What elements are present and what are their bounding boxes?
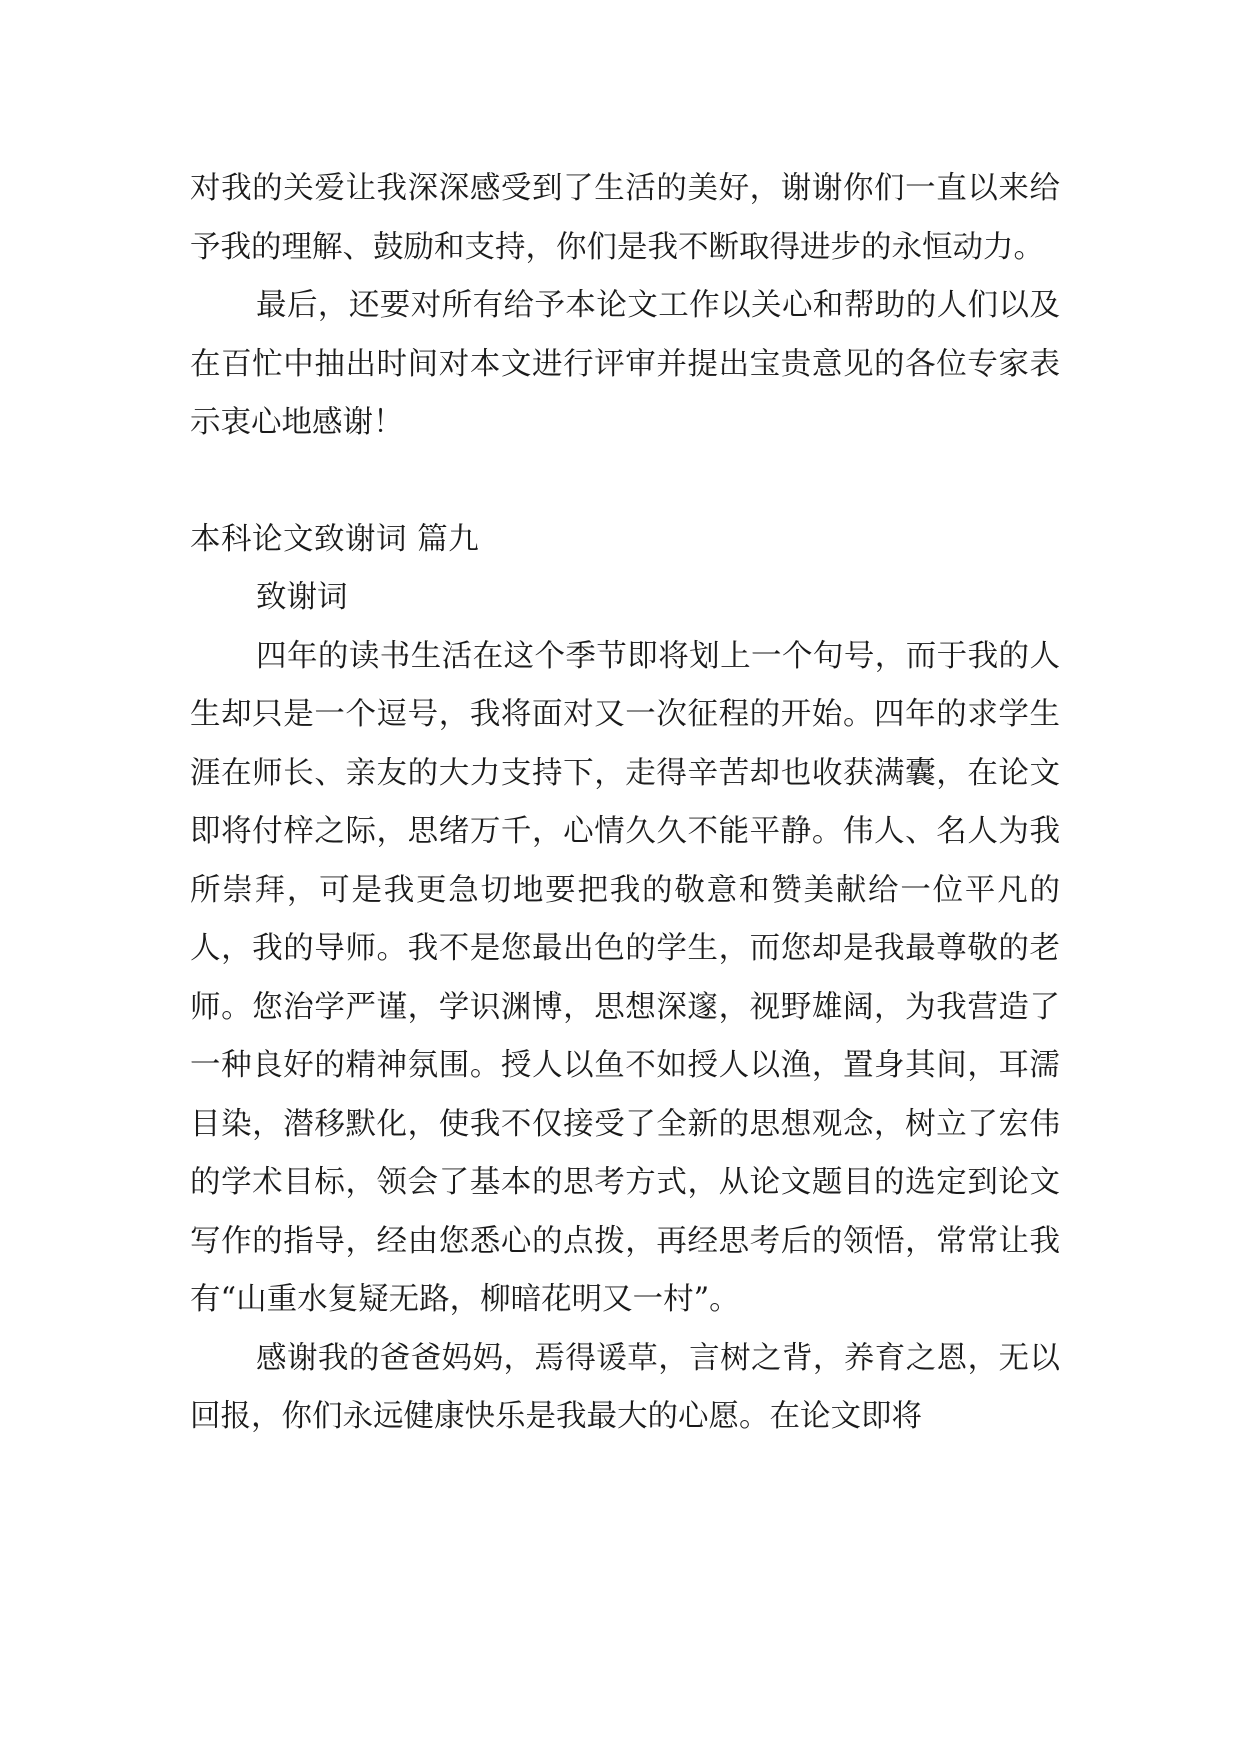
paragraph-advisor-thanks: 四年的读书生活在这个季节即将划上一个句号，而于我的人生却只是一个逗号，我将面对又一次征程的开始。四年的求学生涯在师长、亲友的大力支持下，走得辛苦却也收获满囊，在论文即将付梓之际，思绪万千，心情久久不能平静。伟人、名人为我所崇拜，可是我更急切地要把我的敬意和赞美献给一位平凡的人，我的导师。我不是您最出色的学生，而您却是我最尊敬的老师。您治学严谨，学识渊博，思想深邃，视野雄阔，为我营造了一种良好的精神氛围。授人以鱼不如授人以渔，置身其间，耳濡目染，潜移默化，使我不仅接受了全新的思想观念，树立了宏伟的学术目标，领会了基本的思考方式，从论文题目的选定到论文写作的指导，经由您悉心的点拨，再经思考后的领悟，常常让我有“山重水复疑无路，柳暗花明又一村”。 [190,638,1060,1317]
paragraph-final-thanks: 最后，还要对所有给予本论文工作以关心和帮助的人们以及在百忙中抽出时间对本文进行评审并提出宝贵意见的各位专家表示衷心地感谢！ [190,288,1060,440]
section-subtitle: 致谢词 [256,580,348,615]
paragraph-parents-thanks: 感谢我的爸爸妈妈，焉得谖草，言树之背，养育之恩，无以回报，你们永远健康快乐是我最大的心愿。在论文即将 [190,1340,1060,1434]
paragraph-family-thanks: 对我的关爱让我深深感受到了生活的美好，谢谢你们一直以来给予我的理解、鼓励和支持，你们是我不断取得进步的永恒动力。 [190,171,1060,265]
document-body [190,160,1060,1447]
section-heading: 本科论文致谢词 篇九 [190,521,480,557]
